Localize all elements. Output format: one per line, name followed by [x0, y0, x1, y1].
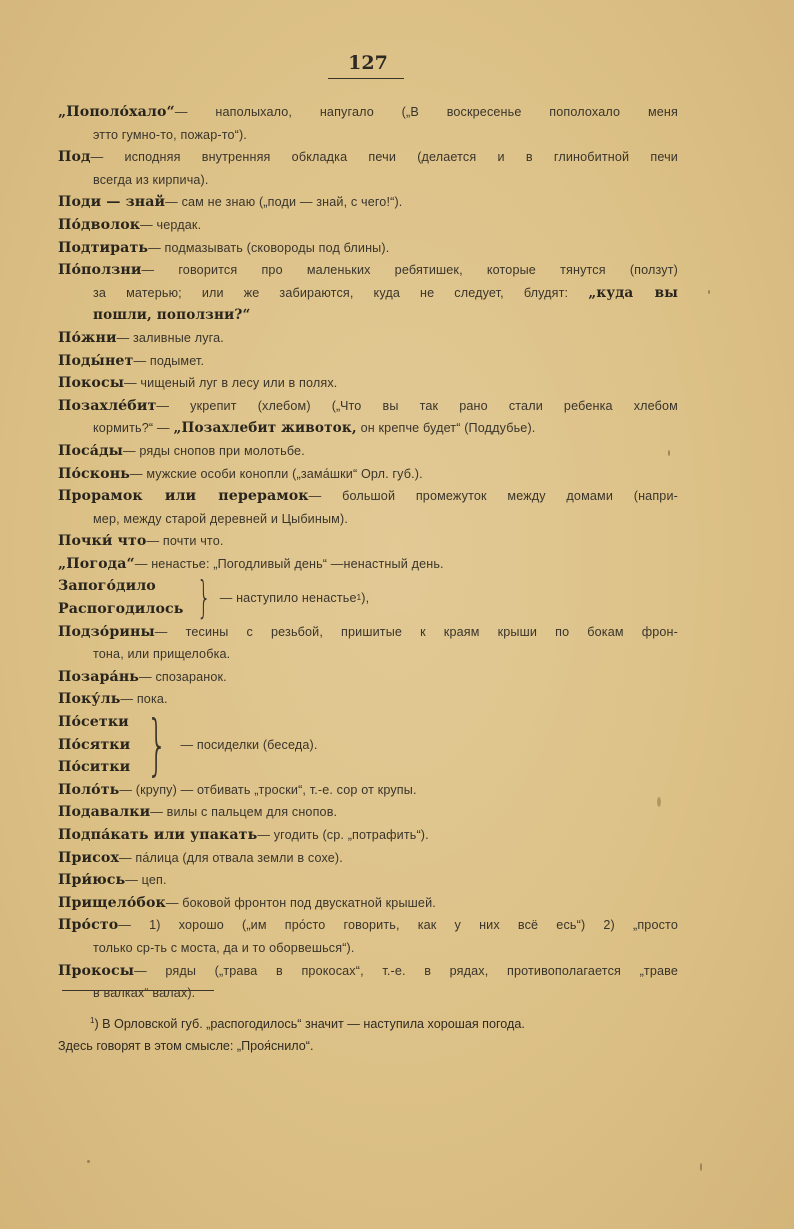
paper-speck	[657, 797, 661, 807]
dictionary-entry	[58, 824, 678, 847]
dictionary-entry	[58, 892, 678, 915]
entry-definition: — сам не знаю („поди — знай, с чего!“).	[165, 195, 403, 210]
entry-headword: „Пополо́хало“	[58, 104, 175, 120]
dictionary-entry	[58, 440, 678, 463]
footnote-mark: 1	[90, 1016, 95, 1025]
entry-definition: — заливные луга.	[116, 330, 224, 345]
grouped-entry	[58, 705, 678, 783]
entry-line	[58, 621, 678, 644]
dictionary-entry	[58, 621, 678, 666]
entry-definition: — наполыхало, напугало („В воскресенье пополохало меня	[174, 105, 678, 119]
dictionary-entry	[58, 372, 678, 395]
entry-line	[58, 824, 678, 847]
dictionary-body	[58, 101, 678, 1005]
dictionary-entry	[58, 801, 678, 824]
entry-definition: — почти что.	[146, 534, 224, 549]
entry-bold-quote: пошли, поползни?“	[93, 307, 251, 324]
entry-definition: — цеп.	[125, 873, 167, 888]
dictionary-entry	[58, 914, 678, 959]
entry-line	[58, 372, 678, 395]
group-headwords	[58, 711, 130, 779]
entry-line	[58, 666, 678, 689]
entry-headword: Поды́нет	[58, 352, 134, 369]
entry-line	[58, 282, 678, 305]
dictionary-entry	[58, 666, 678, 689]
entry-definition: — спозаранок.	[139, 669, 227, 684]
entry-line	[58, 440, 678, 463]
entry-definition: кормить?“ —	[93, 421, 170, 436]
dictionary-entry	[58, 553, 678, 576]
entry-line	[58, 960, 678, 983]
paper-speck	[668, 450, 670, 456]
dictionary-entry	[58, 847, 678, 870]
entry-line	[58, 169, 678, 192]
page-number-rule	[328, 78, 404, 79]
entry-headword: Покосы	[58, 375, 125, 392]
footnote-reference: 1	[356, 592, 362, 602]
entry-headword: Прорамок или перерамок	[58, 488, 309, 505]
footnote-text: ) В Орловской губ. „распогодилось“ значит — наступила хорошая погода.	[94, 1017, 525, 1031]
entry-definition: — чердак.	[140, 217, 202, 232]
entry-line	[58, 214, 678, 237]
entry-headword: По́ситки	[58, 759, 131, 776]
entry-headword: По́сконь	[58, 465, 130, 482]
page-number: 127	[348, 52, 388, 74]
dictionary-entry	[58, 146, 678, 191]
paper-speck	[708, 290, 710, 294]
entry-headword: Распогодилось	[58, 601, 184, 618]
entry-line	[58, 937, 678, 960]
entry-definition: — наступило ненастье	[219, 590, 357, 605]
entry-headword: Прокосы	[58, 962, 135, 979]
dictionary-entry	[58, 237, 678, 260]
entry-line	[58, 191, 678, 214]
grouped-entry	[58, 572, 678, 624]
entry-line	[58, 530, 678, 553]
entry-headword: Поку́ль	[58, 691, 121, 708]
entry-definition: — укрепит (хлебом) („Что вы так рано стали ребенка хлебом	[156, 398, 678, 413]
entry-headword: По́дволок	[58, 216, 141, 233]
entry-headword: По́жни	[58, 329, 117, 346]
entry-line	[58, 124, 678, 147]
dictionary-entry	[58, 101, 678, 146]
entry-definition: он крепче будет“ (Поддубье).	[360, 421, 536, 436]
entry-line	[58, 982, 678, 1005]
entry-line	[58, 237, 678, 260]
dictionary-entry	[58, 530, 678, 553]
dictionary-entry	[58, 869, 678, 892]
entry-line	[58, 801, 678, 824]
entry-headword: Поди — знай	[58, 194, 166, 211]
group-headwords	[58, 575, 184, 620]
entry-definition: — исподняя внутренняя обкладка печи (делается и в глинобитной печи	[90, 150, 678, 165]
entry-definition: в валках“ валах).	[93, 986, 196, 1001]
entry-line	[58, 395, 678, 418]
entry-definition: — 1) хорошо („им про́сто говорить, как у них всё есь“) 2) „просто	[118, 918, 678, 933]
entry-line	[58, 304, 678, 327]
entry-line	[58, 350, 678, 373]
entry-headword: Подпа́кать или упакать	[58, 827, 258, 843]
entry-definition: ),	[361, 590, 370, 605]
entry-headword: Позахле́бит	[58, 397, 157, 414]
entry-bold-quote: „Позахлебит животок,	[173, 420, 357, 437]
entry-definition: — па́лица (для отвала земли в сохе).	[119, 850, 343, 865]
entry-line	[58, 259, 678, 282]
entry-definition: — чищеный луг в лесу или в полях.	[124, 376, 338, 391]
dictionary-entry	[58, 259, 678, 327]
entry-definition: — ненастье: „Погодливый день“ —ненастный день.	[134, 556, 444, 571]
brace-icon: }	[196, 572, 211, 624]
entry-line	[58, 327, 678, 350]
entry-definition: тона, или прищелобка.	[93, 647, 231, 662]
dictionary-entry	[58, 395, 678, 440]
entry-definition: — большой промежуток между домами (напри-	[308, 489, 678, 504]
dictionary-entry	[58, 327, 678, 350]
entry-definition: — пока.	[120, 692, 168, 707]
entry-definition: — подымет.	[133, 353, 205, 368]
entry-headword: Подавалки	[58, 804, 151, 821]
paper-speck	[87, 1160, 90, 1163]
entry-line	[58, 914, 678, 937]
entry-headword: По́сетки	[58, 714, 129, 731]
entry-definition: за матерью; или же забираются, куда не следует, блудят:	[93, 285, 569, 300]
entry-definition: — посиделки (беседа).	[180, 737, 318, 752]
entry-definition: — тесины с резьбой, пришитые к краям крыши по бокам фрон-	[154, 624, 678, 639]
footnote-divider	[62, 990, 214, 991]
entry-line	[58, 847, 678, 870]
entry-headword: Присох	[58, 849, 120, 866]
dictionary-entry	[58, 350, 678, 373]
entry-bold-quote: „куда вы	[588, 284, 678, 301]
entry-headword: Запого́дило	[58, 578, 156, 595]
entry-headword: По́ползни	[58, 262, 142, 279]
entry-line	[58, 146, 678, 169]
entry-line	[58, 101, 678, 124]
entry-headword: При́юсь	[58, 872, 126, 889]
entry-definition: — подмазывать (сковороды под блины).	[148, 240, 390, 255]
entry-line	[58, 869, 678, 892]
entry-definition: всегда из кирпича).	[93, 172, 209, 187]
dictionary-entry	[58, 960, 678, 1005]
entry-line	[58, 553, 678, 576]
entry-headword: Про́сто	[58, 917, 119, 934]
brace-icon: }	[146, 705, 168, 783]
dictionary-entry	[58, 463, 678, 486]
entry-line	[58, 643, 678, 666]
entry-line	[58, 508, 678, 531]
entry-definition: — мужские особи конопли („зама́шки“ Орл. губ.).	[129, 466, 423, 481]
entry-headword: Поса́ды	[58, 442, 123, 459]
dictionary-entry	[58, 214, 678, 237]
entry-line	[58, 463, 678, 486]
footnote	[58, 1010, 678, 1057]
entry-definition: только ср-ть с моста, да и то оборвешься“).	[93, 940, 355, 955]
entry-definition: мер, между старой деревней и Цыбиным).	[93, 511, 348, 526]
entry-definition: — боковой фронтон под двускатной крышей.	[165, 895, 436, 910]
entry-headword: Подтирать	[58, 239, 149, 256]
entry-definition: этто гумно-то, пожар-то“).	[93, 127, 247, 142]
footnote-line	[58, 1010, 678, 1035]
entry-headword: Прищело́бок	[58, 894, 166, 911]
entry-definition: — угодить (ср. „потрафить“).	[257, 828, 429, 842]
entry-line	[58, 892, 678, 915]
entry-definition: — ряды („трава в прокосах“, т.-е. в рядах, противополагается „траве	[134, 963, 678, 978]
entry-line	[58, 485, 678, 508]
paper-speck	[700, 1163, 702, 1171]
entry-definition: — говорится про маленьких ребятишек, которые тянутся (ползут)	[141, 263, 678, 278]
entry-headword: „Погода“	[58, 555, 135, 572]
entry-headword: Подзо́рины	[58, 623, 155, 640]
entry-definition: — (крупу) — отбивать „троски“, т.-е. сор от крупы.	[119, 782, 417, 797]
entry-headword: Поло́ть	[58, 781, 120, 798]
dictionary-entry	[58, 191, 678, 214]
footnote-line: Здесь говорят в этом смысле: „Проя́снило“.	[58, 1039, 314, 1053]
dictionary-entry	[58, 485, 678, 530]
entry-headword: Почки́ что	[58, 533, 147, 550]
entry-line	[58, 417, 678, 440]
entry-headword: Позара́нь	[58, 668, 140, 685]
entry-definition: — ряды снопов при молотьбе.	[122, 443, 305, 458]
entry-headword: Под	[58, 149, 91, 166]
entry-headword: По́сятки	[58, 736, 131, 753]
entry-definition: — вилы с пальцем для снопов.	[150, 805, 338, 820]
